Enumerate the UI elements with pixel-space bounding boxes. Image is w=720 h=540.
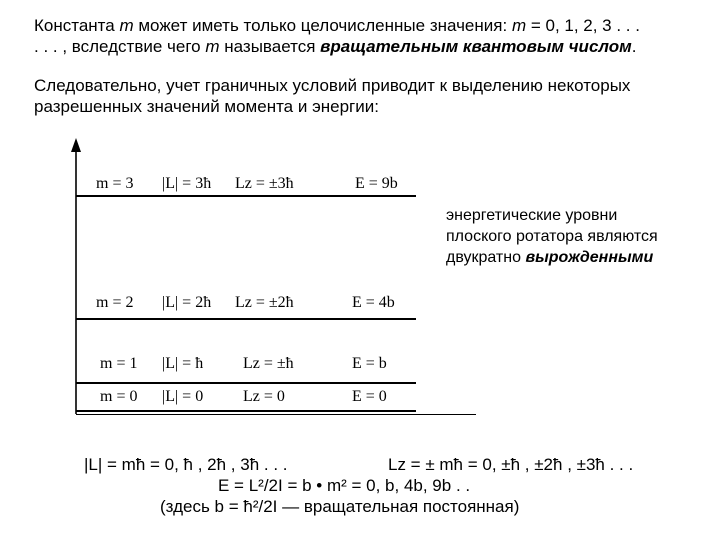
level-m3-E: E = 9b [355,175,398,192]
formula-rotational-constant: (здесь b = ħ²/2I — вращательная постоянная) [160,497,520,516]
level-m0-L: |L| = 0 [162,388,204,405]
conclusion-line-1: Следовательно, учет граничных условий приводит к выделению некоторых [34,76,631,95]
level-m2-Lz: Lz = ±2ħ [235,294,294,311]
level-m3-L: |L| = 3ħ [162,175,212,192]
level-m3-m: m = 3 [96,175,134,192]
intro-line-2: . . . , вследствие чего m называется вращательным квантовым числом. [34,37,637,56]
formula-energy: E = L²/2I = b • m² = 0, b, 4b, 9b . . [218,476,471,495]
level-m1-L: |L| = ħ [162,355,204,372]
level-line-m0 [76,410,416,412]
level-line-m1 [76,382,416,384]
degeneracy-note: энергетические уровни плоского ротатора являются двукратно вырожденными [446,207,658,266]
level-m1-E: E = b [352,355,387,372]
level-m0-m: m = 0 [100,388,138,405]
ground-line [76,414,476,415]
level-m2-m: m = 2 [96,294,134,311]
axis-arrowhead-icon [71,138,81,152]
conclusion-line-2: разрешенных значений момента и энергии: [34,97,379,116]
level-m2-E: E = 4b [352,294,395,311]
level-m1-m: m = 1 [100,355,138,372]
formula-angular-momentum: |L| = mħ = 0, ħ , 2ħ , 3ħ . . . [84,455,288,474]
level-line-m2 [76,318,416,320]
level-m0-E: E = 0 [352,388,387,405]
level-m1-Lz: Lz = ±ħ [243,355,294,372]
rotational-quantum-number-term: вращательным квантовым числом [320,37,632,56]
level-line-m3 [76,195,416,197]
formula-lz: Lz = ± mħ = 0, ±ħ , ±2ħ , ±3ħ . . . [388,455,634,474]
level-m3-Lz: Lz = ±3ħ [235,175,294,192]
level-m0-Lz: Lz = 0 [243,388,285,405]
level-m2-L: |L| = 2ħ [162,294,212,311]
intro-line-1: Константа m может иметь только целочисленные значения: m = 0, 1, 2, 3 . . . [34,16,640,35]
